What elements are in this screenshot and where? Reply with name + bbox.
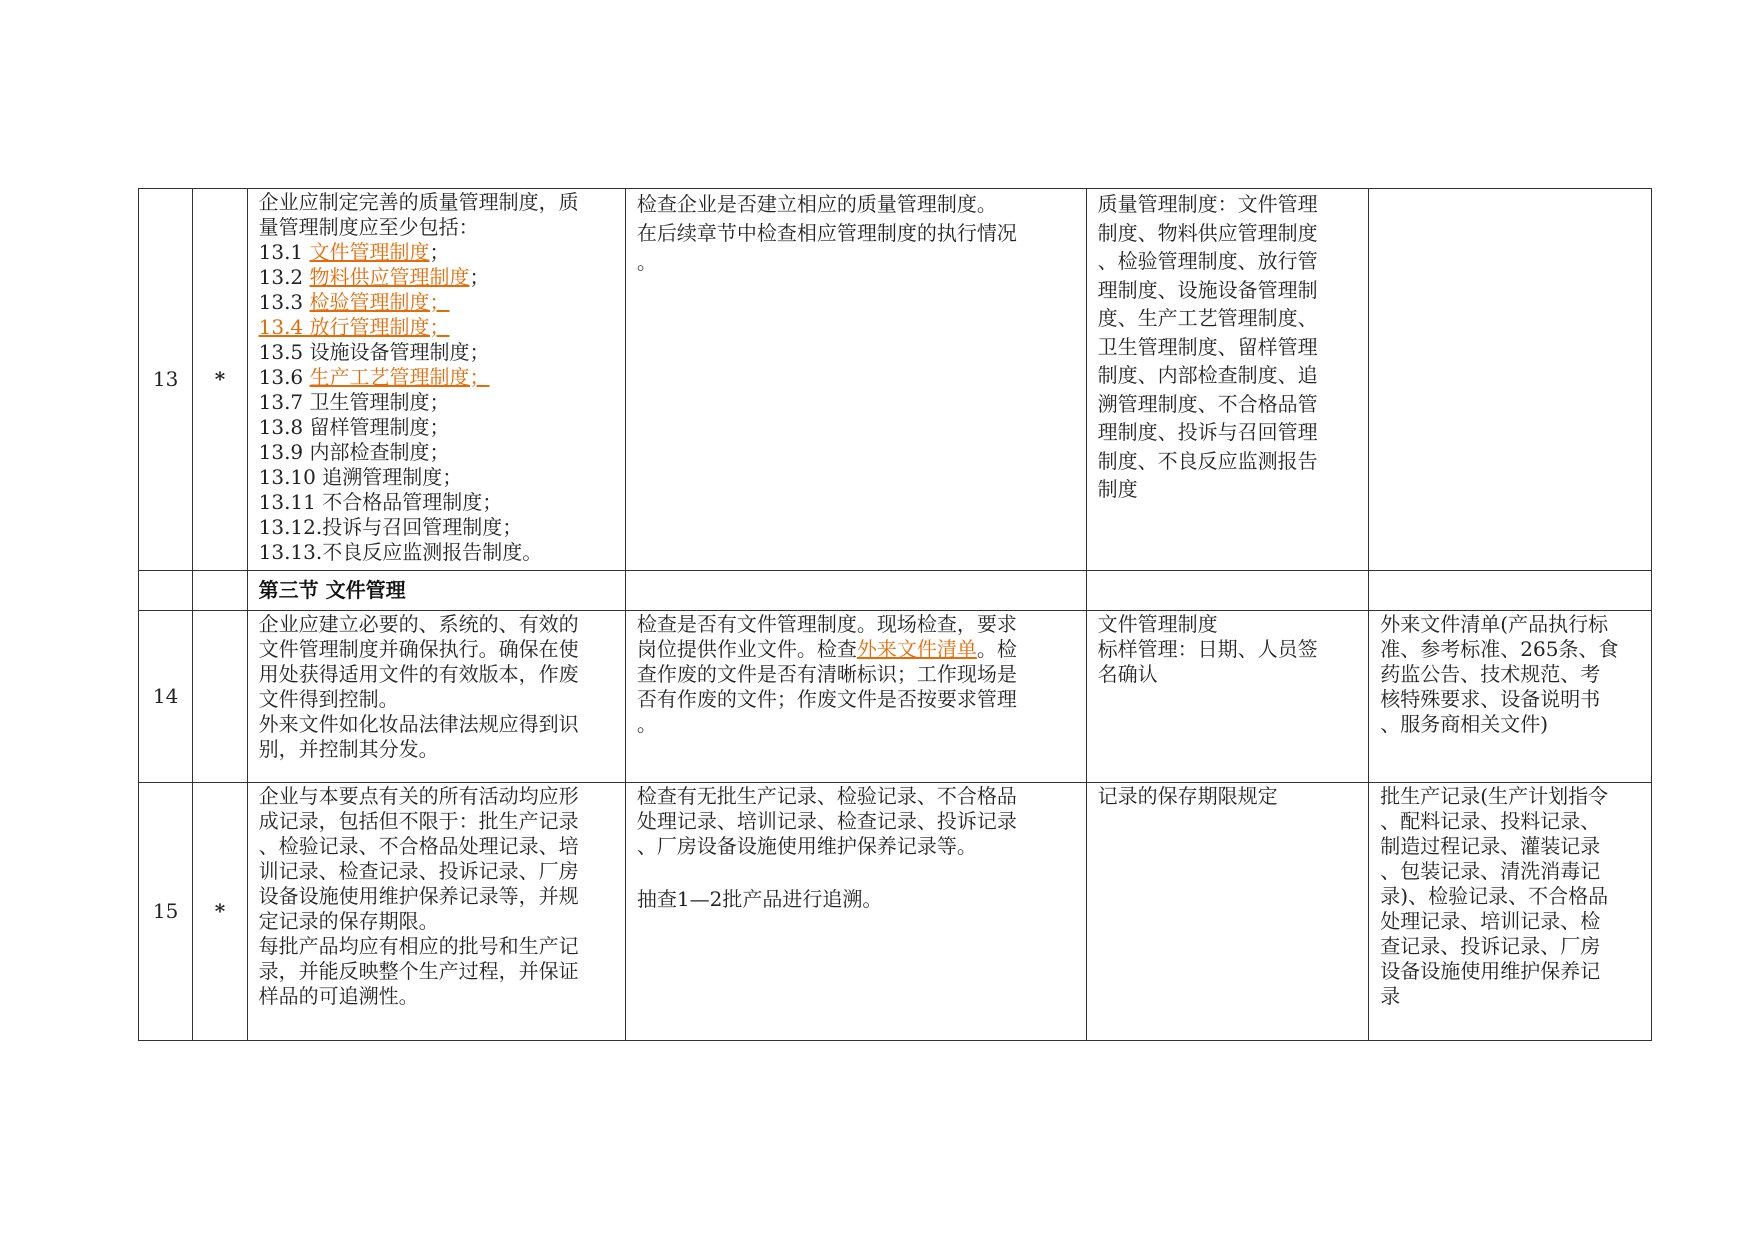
- key-item-mark: *: [193, 783, 247, 1041]
- inspection-table: [138, 188, 1652, 1041]
- requirement-text: 企业应制定完善的质量管理制度，质: [258, 190, 579, 214]
- list-item: 13.8 留样管理制度；: [258, 415, 450, 439]
- table-row: [139, 189, 1652, 571]
- document-link[interactable]: 放行管理制度；: [309, 315, 450, 339]
- requirement-text: 量管理制度应至少包括：: [258, 215, 479, 239]
- requirement-cell: 企业与本要点有关的所有活动均应形 成记录，包括但不限于：批生产记录 、检验记录、不合格品处理记录、培 训记录、检查记录、投诉记录、厂房 设备设施使用维护保养记录等，并规 定记录的保存期限。 每批产品均应有相应的批号和生产记 录，并能反映整个生产过程，并保证 样品的可追溯性。: [247, 783, 625, 1041]
- document-link[interactable]: 物料供应管理制度: [309, 265, 470, 289]
- row-number: 14: [139, 611, 193, 783]
- list-item: 13.7 卫生管理制度；: [258, 390, 450, 414]
- requirement-cell: [247, 189, 625, 571]
- document-link[interactable]: 文件管理制度: [309, 240, 430, 264]
- key-item-mark: *: [193, 189, 247, 571]
- section-row: [139, 571, 1652, 611]
- key-item-mark: [193, 611, 247, 783]
- documents-cell: 记录的保存期限规定: [1086, 783, 1369, 1041]
- records-cell: [1369, 189, 1652, 571]
- table-row: [139, 611, 1652, 783]
- requirement-cell: 企业应建立必要的、系统的、有效的 文件管理制度并确保执行。确保在使 用处获得适用文件的有效版本，作废 文件得到控制。 外来文件如化妆品法律法规应得到识 别，并控制其分发。: [247, 611, 625, 783]
- list-item: 13.13.不良反应监测报告制度。: [258, 540, 543, 564]
- list-item: 13.6 生产工艺管理制度；: [258, 365, 490, 389]
- table-row: [139, 783, 1652, 1041]
- list-item: 13.10 追溯管理制度；: [258, 465, 463, 489]
- document-link[interactable]: 外来文件清单: [856, 637, 977, 661]
- row-number: 13: [139, 189, 193, 571]
- records-cell: 外来文件清单(产品执行标 准、参考标准、265条、食 药监公告、技术规范、考 核特殊要求、设备说明书 、服务商相关文件): [1369, 611, 1652, 783]
- section-title: 第三节 文件管理: [258, 578, 406, 602]
- list-item: 13.4 放行管理制度；: [258, 315, 450, 339]
- list-item: 13.11 不合格品管理制度；: [258, 490, 503, 514]
- row-number: 15: [139, 783, 193, 1041]
- list-item: 13.2 物料供应管理制度；: [258, 265, 490, 289]
- documents-cell: 质量管理制度：文件管理 制度、物料供应管理制度 、检验管理制度、放行管 理制度、设施设备管理制 度、生产工艺管理制度、 卫生管理制度、留样管理 制度、内部检查制度、追 溯管理制度、不合格品管 理制度、投诉与召回管理 制度、不良反应监测报告 制度: [1086, 189, 1369, 571]
- list-item: 13.12.投诉与召回管理制度；: [258, 515, 523, 539]
- document-link[interactable]: 生产工艺管理制度；: [309, 365, 490, 389]
- inspection-method-cell: 检查企业是否建立相应的质量管理制度。 在后续章节中检查相应管理制度的执行情况 。: [625, 189, 1086, 571]
- inspection-method-cell: 检查是否有文件管理制度。现场检查，要求 岗位提供作业文件。检查外来文件清单。检 查作废的文件是否有清晰标识；工作现场是 否有作废的文件；作废文件是否按要求管理 。: [625, 611, 1086, 783]
- inspection-method-cell: 检查有无批生产记录、检验记录、不合格品 处理记录、培训记录、检查记录、投诉记录 、厂房设备设施使用维护保养记录等。 抽查1—2批产品进行追溯。: [625, 783, 1086, 1041]
- list-item: 13.1 文件管理制度；: [258, 240, 450, 264]
- records-cell: 批生产记录(生产计划指令 、配料记录、投料记录、 制造过程记录、灌装记录 、包装记录、清洗消毒记 录)、检验记录、不合格品 处理记录、培训记录、检 查记录、投诉记录、厂房 设备设施使用维护保养记 录: [1369, 783, 1652, 1041]
- list-item: 13.3 检验管理制度；: [258, 290, 450, 314]
- documents-cell: 文件管理制度 标样管理：日期、人员签 名确认: [1086, 611, 1369, 783]
- list-item: 13.9 内部检查制度；: [258, 440, 450, 464]
- document-link[interactable]: 检验管理制度；: [309, 290, 450, 314]
- list-item: 13.5 设施设备管理制度；: [258, 340, 490, 364]
